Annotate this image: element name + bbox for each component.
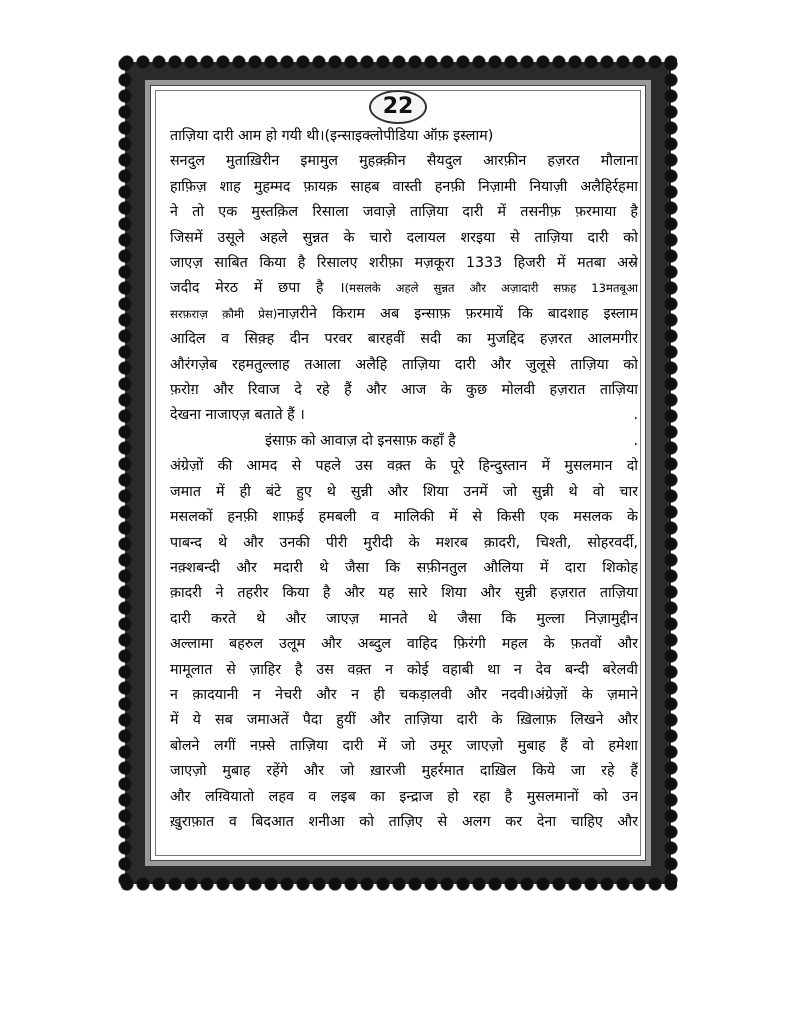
reference-note: सरफ़राज़ क़ौमी प्रेस) (170, 306, 278, 321)
border-scallop-bottom (119, 877, 677, 891)
text-line: और लग़्वियातो लहव व लइब का इन्द्राज हो रहा है मुसलमानों को उन (170, 788, 638, 805)
reference-note: (मसलके अहले सुन्नत और अज़ादारी सफ़ह 13मतबूआ (344, 281, 638, 296)
text-line: अल्लामा बहरुल उलूम और अब्दुल वाहिद फ़िरंगी महल के फ़तवों और (170, 636, 638, 653)
text-line: जिसमें उसूले अहले सुन्नत के चारो दलायल शरइया से ताज़िया दारी को (170, 229, 638, 246)
border-scallop-left (118, 56, 132, 890)
text-line: नक़्शबन्दी और मदारी थे जैसा कि सफ़ीनतुल औलिया में दारा शिकोह (170, 559, 638, 576)
section-heading-text: इंसाफ़ को आवाज़ दो इनसाफ़ कहाँ है (265, 432, 456, 449)
text-line: अंग्रेज़ों की आमद से पहले उस वक़्त के पूरे हिन्दुस्तान में मुसलमान दो (170, 458, 638, 475)
section-heading (170, 429, 638, 454)
text-line: ने तो एक मुस्तक़िल रिसाला जवाज़े ताज़िया दारी में तसनीफ़ फ़रमाया है (170, 204, 638, 221)
text-line: दारी करते थे और जाएज़ मानते थे जैसा कि मुल्ला निज़ामुद्दीन (170, 610, 638, 627)
text-line: औरंगज़ेब रहमतुल्लाह तआला अलैहि ताज़िया दारी और जुलूसे ताज़िया को (170, 356, 638, 373)
body-text (170, 124, 638, 854)
border-scallop-top (119, 55, 677, 69)
text-line: ताज़िया दारी आम हो गयी थी।(इन्साइक्लोपीडिया ऑफ़ इस्लाम) (170, 128, 494, 144)
border-scallop-right (664, 56, 678, 890)
text-line (170, 302, 638, 327)
text-line: हाफ़िज़ शाह मुहम्मद फ़ायक़ साहब वास्ती हनफ़ी निज़ामी नियाज़ी अलैहिर्रहमा (170, 178, 638, 195)
page-number: 22 (369, 90, 427, 124)
dot-mark: . (633, 432, 638, 449)
text-line: मामूलात से ज़ाहिर है उस वक़्त न कोई वहाबी था न देव बन्दी बरेलवी (170, 661, 638, 678)
text-line: फ़रोग़ और रिवाज दे रहे हैं और आज के कुछ मोलवी हज़रात ताज़िया (170, 382, 638, 399)
text-line: जाएज़ो मुबाह रहेंगे और जो ख़ारजी मुहर्रमात दाख़िल किये जा रहे हैं (170, 763, 638, 780)
text-line: में ये सब जमाअतें पैदा हुयीं और ताज़िया दारी के ख़िलाफ़ लिखने और (170, 712, 638, 729)
text-line (170, 403, 638, 428)
text-line: पाबन्द थे और उनकी पीरी मुरीदी के मशरब क़ादरी, चिश्ती, सोहरवर्दी, (170, 534, 638, 551)
text-line: जमात में ही बंटे हुए थे सुन्नी और शिया उनमें जो सुन्नी थे वो चार (170, 483, 638, 500)
text-line: मसलकों हनफ़ी शाफ़ई हमबली व मालिकी में से किसी एक मसलक के (170, 509, 638, 526)
text-line: बोलने लगीं नफ़्से ताज़िया दारी में जो उमूर जाएज़ो मुबाह हैं वो हमेशा (170, 737, 638, 754)
text-line: आदिल व सिक़्ह दीन परवर बारहवीं सदी का मुजद्दिद हज़रत आलमगीर (170, 331, 638, 348)
text-line-start: देखना नाजाएज़ बताते हैं । (170, 407, 305, 424)
text-line: क़ादरी ने तहरीर किया है और यह सारे शिया और सुन्नी हज़रात ताज़िया (170, 585, 638, 602)
text-line-start: जदीद मेरठ में छपा है । (170, 280, 345, 297)
text-line (170, 276, 638, 301)
dot-mark: . (633, 407, 638, 424)
text-line: न क़ादयानी न नेचरी और न ही चकड़ालवी और नदवी।अंग्रेज़ों के ज़माने (170, 686, 638, 703)
text-line-end: नाज़रीने किराम अब इन्साफ़ फ़रमायें कि बादशाह इस्लाम (277, 305, 638, 322)
text-line: जाएज़ साबित किया है रिसालए शरीफ़ा मज़कूरा 1333 हिजरी में मतबा अस्रे (170, 255, 638, 272)
text-line: ख़ुराफ़ात व बिदआत शनीआ को ताज़िए से अलग कर देना चाहिए और (170, 813, 638, 830)
text-line: सनदुल मुताख़िरीन इमामुल मुहक़्क़ीन सैयदुल आरफ़ीन हज़रत मौलाना (170, 153, 638, 170)
